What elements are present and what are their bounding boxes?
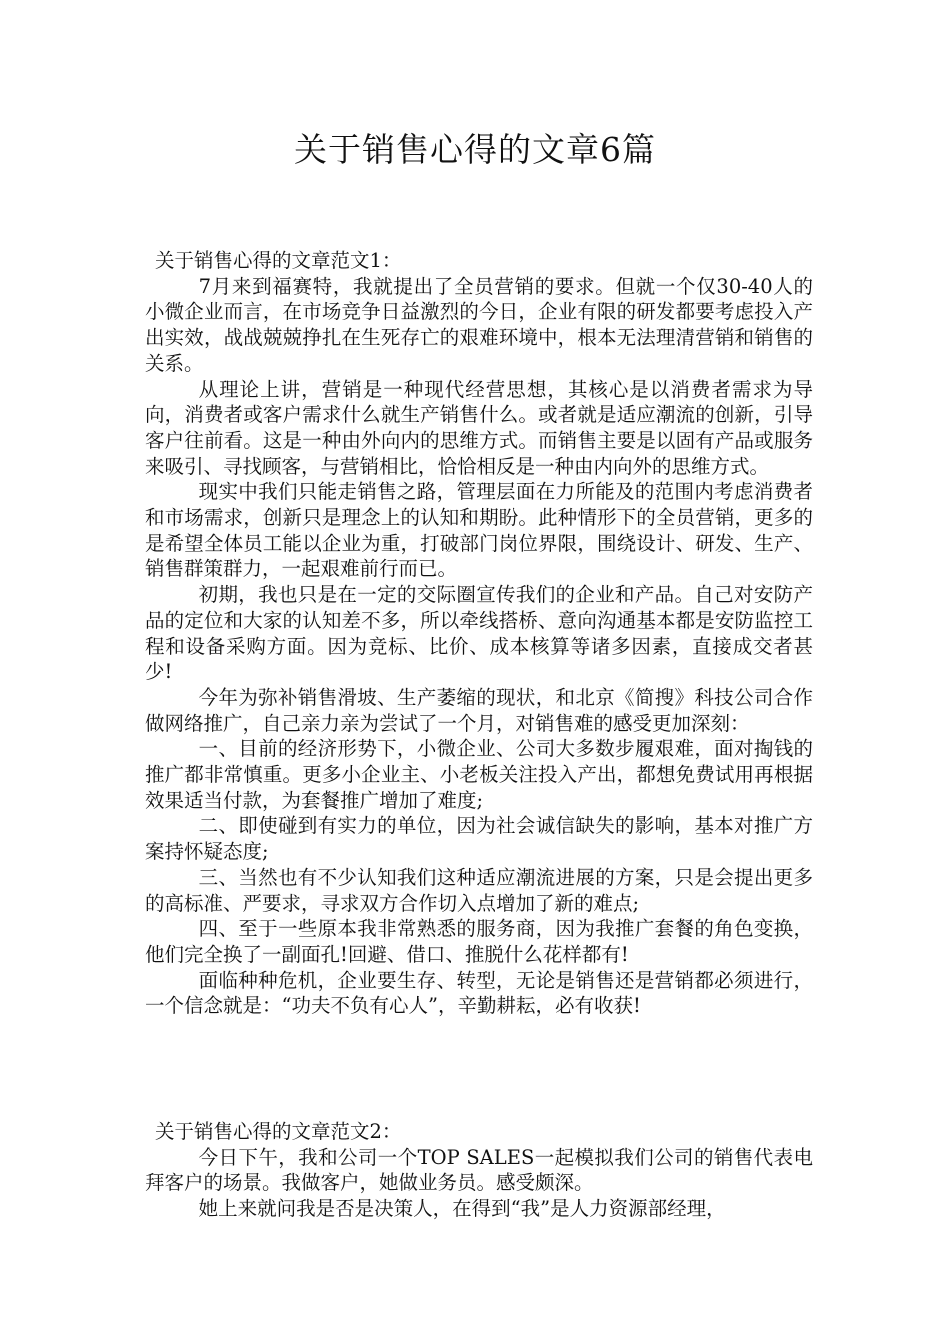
paragraph: 她上来就问我是否是决策人，在得到“我”是人力资源部经理，: [198, 1197, 726, 1221]
paragraph: 面临种种危机，企业要生存、转型，无论是销售还是营销都必须进行，一个信念就是：“功夫不负有心人”，辛勤耕耘，必有收获!: [145, 968, 813, 1018]
section-heading: 关于销售心得的文章范文1：: [155, 249, 402, 272]
paragraph: 一、目前的经济形势下，小微企业、公司大多数步履艰难，面对掏钱的推广都非常慎重。更多小企业主、小老板关注投入产出，都想免费试用再根据效果适当付款，为套餐推广增加了难度;: [145, 737, 813, 812]
paragraph: 四、至于一些原本我非常熟悉的服务商，因为我推广套餐的角色变换，他们完全换了一副面孔!回避、借口、推脱什么花样都有!: [145, 917, 813, 966]
article-section-2: [145, 1119, 813, 1222]
paragraph: 从理论上讲，营销是一种现代经营思想，其核心是以消费者需求为导向，消费者或客户需求什么就生产销售什么。或者就是适应潮流的创新，引导客户往前看。这是一种由外向内的思维方式。而销售主要是以固有产品或服务来吸引、寻找顾客，与营销相比，恰恰相反是一种由内向外的思维方式。: [145, 377, 813, 478]
paragraph: 现实中我们只能走销售之路，管理层面在力所能及的范围内考虑消费者和市场需求，创新只是理念上的认知和期盼。此种情形下的全员营销，更多的是希望全体员工能以企业为重，打破部门岗位界限，围绕设计、研发、生产、销售群策群力，一起艰难前行而已。: [145, 480, 813, 581]
paragraph: 7月来到福赛特，我就提出了全员营销的要求。但就一个仅30-40人的小微企业而言，在市场竞争日益激烈的今日，企业有限的研发都要考虑投入产出实效，战战兢兢挣扎在生死存亡的艰难环境中，根本无法理清营销和销售的关系。: [145, 274, 813, 375]
article-section-1: [145, 248, 813, 1019]
document-title: 关于销售心得的文章6篇: [294, 130, 656, 169]
paragraph: 二、即使碰到有实力的单位，因为社会诚信缺失的影响，基本对推广方案持怀疑态度;: [145, 814, 813, 864]
paragraph: 今日下午，我和公司一个TOP SALES一起模拟我们公司的销售代表电拜客户的场景。我做客户，她做业务员。感受颇深。: [145, 1145, 813, 1195]
section-heading: 关于销售心得的文章范文2：: [155, 1120, 402, 1143]
paragraph: 三、当然也有不少认知我们这种适应潮流进展的方案，只是会提出更多的高标准、严要求，寻求双方合作切入点增加了新的难点;: [145, 865, 813, 915]
paragraph: 初期，我也只是在一定的交际圈宣传我们的企业和产品。自己对安防产品的定位和大家的认知差不多，所以牵线搭桥、意向沟通基本都是安防监控工程和设备采购方面。因为竞标、比价、成本核算等诸多因素，直接成交者甚少!: [145, 583, 813, 684]
paragraph: 今年为弥补销售滑坡、生产萎缩的现状，和北京《简搜》科技公司合作做网络推广，自己亲力亲为尝试了一个月，对销售难的感受更加深刻：: [145, 685, 813, 735]
